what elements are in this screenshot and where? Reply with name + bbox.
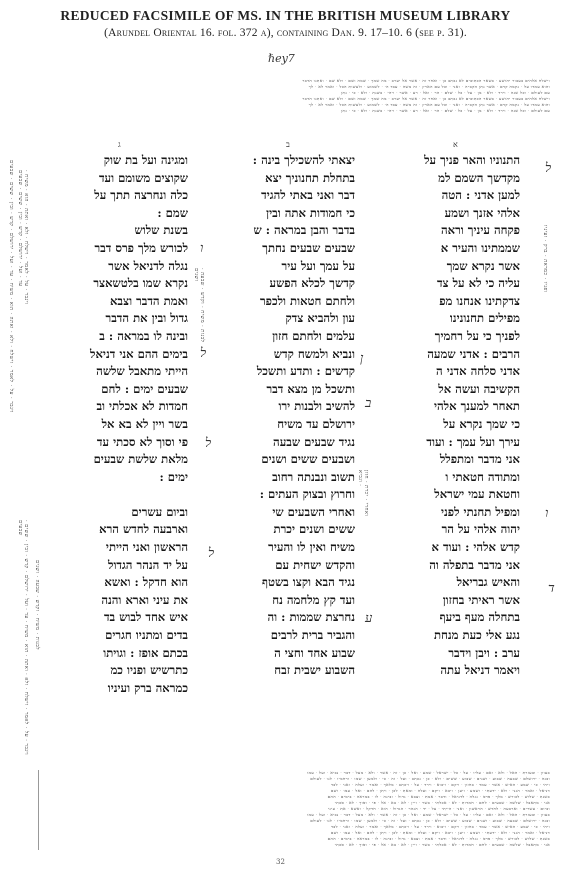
text-line: הראשון ואני הייתי <box>105 540 188 555</box>
text-line: מלאת שלשת שבעים <box>93 452 188 467</box>
text-column-right <box>380 152 520 697</box>
masora-line: וביום · עשרים · וארבעה · לחדש · הראשון · ואני · הייתי · על · יד · הנהר · הגדול · הוא · חדקל · ואשא · את · עיני <box>327 806 550 811</box>
text-line: אלהי אזנך ושמע <box>444 205 520 220</box>
text-line: דבר ואני באתי להגיד <box>261 188 355 203</box>
text-line: בדבר והבן במראה : ש <box>253 223 355 238</box>
masora-bottom <box>30 770 550 848</box>
text-line: בשנת שלוש <box>134 223 188 238</box>
text-line <box>380 680 520 698</box>
masora-line: והוא עמדו על · נקמה קדם · אשר נתן הקב״ה · ואני · וכל עם הארץ · זה משה · עבד ה׳ · לשמוע · ולעשות הכל · ואמר לא · לך <box>308 84 550 89</box>
text-line: ונביא ולמשח קדש <box>273 346 355 361</box>
margin-mark: ל <box>208 546 215 561</box>
text-line: ששים ושנים יכרת <box>273 522 355 537</box>
text-line: יהוה אלהי על הר <box>441 522 520 537</box>
text-line: בימים ההם אני דניאל <box>90 346 188 361</box>
text-line: צדקתינו אנחנו מפ <box>439 293 520 308</box>
text-line: ירושלם עד משיח <box>277 416 355 431</box>
text-line: שממתינו והעיר א <box>440 240 520 255</box>
text-line: על יד הנהר הגדול <box>108 557 188 572</box>
masora-line: דניאל · ואמר · הנני · ולא · ידעתי · ושמע · ויען · ויבא · ויקם · ועלה · ומאת · לכן · ויתן · להם · ואל · עמו · ושם <box>330 788 550 793</box>
masora-line: והוא עמדו על · נקמה קדם · אשר נתן הקב״ה · ואני · וכל עם הארץ · זה משה · עבד ה׳ · לשמוע · ולעשות הכל · ואמר לא · לך <box>308 102 550 107</box>
masora-line: בשנת · שלוש · לכורש · מלך · פרס · נגלה · לדניאל · ודבר · אמת · וצבא · גדול · ובינה · לו · במראה · בימים · ההם <box>327 836 550 841</box>
masora-line: ויהי · כי · שמע · האיש · אשר · עמד · בחזון · ויקם · ויבוא · וירד · על · ויכתב · מלאך · ואמר · ועלה · ואני · לבד <box>330 824 550 829</box>
facsimile-title: REDUCED FACSIMILE OF MS. IN THE BRITISH MUSEUM LIBRARY <box>60 8 511 23</box>
text-line: שבעים שבעים נחתך <box>262 240 355 255</box>
margin-mark: ד <box>548 581 555 596</box>
masora-line: בעוון · ובעזרת · האל · ולא · ואם · עליו · על · כל · ישראל · שמע · ואל · כן · זה · אשר · ולא · מעל · דבר · נביא · ועל · עמו <box>307 812 550 817</box>
text-line: אשר ראיתי בחזון <box>442 592 520 607</box>
text-line: עירך ועל עמך : ועוד <box>426 434 520 449</box>
page-number: 32 <box>276 858 285 866</box>
text-line: חמדות לא אכלתי וב <box>96 399 188 414</box>
masora-top <box>30 78 550 120</box>
text-line: ומתודה חטאתי ו <box>445 469 520 484</box>
text-line: ותשכל מן מצא דבר <box>266 381 355 396</box>
text-line: ועד קץ מלחמה נח <box>272 592 355 607</box>
text-line: בתחלת תחנוניך יצא <box>265 170 355 185</box>
masora-line: ויהי · כי · שמע · האיש · אשר · עמד · בחזון · ויקם · ויבוא · וירד · על · ויכתב · מלאך · ואמר · ועלה · ואני · לבד <box>330 782 550 787</box>
margin-mark: ל <box>200 346 207 361</box>
text-column-middle <box>215 152 355 697</box>
text-line: ומפיל תחנתי לפני <box>440 504 520 519</box>
text-line: כי שמך נקרא על <box>443 416 520 431</box>
text-line: הוא חדקל : ואשא <box>104 575 188 590</box>
text-line: וביום עשרים <box>131 504 188 519</box>
masora-line: ובנה · ירושלם · שבעה · שבוע · ושנים · שבוע · ששים · ולא · כן · נכתב · ועל · זה · כי · ולמען · שמו · ורחמיו · לנו · לעולם <box>310 818 550 823</box>
text-line: את עיני וארא והנה <box>101 592 188 607</box>
text-line <box>215 680 355 698</box>
margin-mark: ע <box>365 611 373 626</box>
text-line: כלה ונחרצה תתך על <box>94 188 188 203</box>
masora-line: אני · מתאבל · שלשה · שבעים · לחם · חמדות · לא · אכלתי · בשר · ויין · לא · בא · אל · פי · וסוך · לא · סכתי <box>334 800 550 805</box>
masora-line: עם לעולם · וכל שנה · וירד · ולא · מן · על · כל · שלם · הר · ואל · רע · אשר · ויהי · בשנת · ולא · כי · נתן <box>341 90 550 95</box>
text-line: וארבעה לחדש הרא <box>99 522 188 537</box>
text-line: כמראה ברק ועיניו <box>107 680 188 695</box>
text-line: קדשים : ותדע ותשכל <box>256 364 355 379</box>
text-line: ואחרי השבעים שי <box>272 504 355 519</box>
text-line: אני מדבר בתפלה וה <box>429 557 520 572</box>
side-note-left-2: ויגבר · על · לאמר · וישלח · ולא · ואתה · הוא · משיח · עד · ועל · ירושלם · קדש · ובין · ששים · שבעים <box>17 520 29 756</box>
text-line: וחרוץ ובצוק העתים : <box>259 487 355 502</box>
text-line: שקוצים משומם ועד <box>98 170 188 185</box>
text-line: הייתי מתאבל שלשה <box>96 364 188 379</box>
text-line: ומגינה ועל בת שוק <box>103 153 188 167</box>
text-line: למען אדני : הטה <box>441 188 520 203</box>
side-note-gutter-2: ואחרי · יכרת · חזון · ונביא <box>357 470 369 517</box>
text-line: והאיש גבריאל <box>456 575 520 590</box>
text-line: ויאמר דניאל עתה <box>440 663 520 678</box>
text-line: וחטאת עמי ישראל <box>434 487 520 502</box>
text-line: אשר נקרא שמך <box>446 258 520 273</box>
text-line: כי חמודות אתה ובין <box>266 205 355 220</box>
text-line: התנוניו והאר פניך על <box>424 153 520 167</box>
text-line: מקדשך השמם למ <box>438 170 520 185</box>
text-line: שבוע אחד וחצי ה <box>274 645 355 660</box>
text-line: עליה כי לא על צד <box>436 276 520 291</box>
text-line: קדשך לכלא הפשע <box>269 276 355 291</box>
text-line: תאחר למענך אלהי <box>433 399 520 414</box>
text-line: לכורש מלך פרס דבר <box>94 240 188 255</box>
column-letter-left: ג <box>118 140 121 149</box>
column-letter-right: א <box>453 140 458 149</box>
catchword: ℏey7 <box>268 52 295 65</box>
side-note-gutter-1: לבנות · משיח · וקדש · שבעה · ושנים <box>193 268 205 343</box>
text-line <box>48 486 188 504</box>
text-line: הרבים : אדני שמעה <box>427 346 520 361</box>
margin-mark: ב <box>365 396 372 411</box>
text-line: קדש אלהי : ועוד א <box>431 540 520 555</box>
text-line: על עמך ועל עיר <box>281 258 355 273</box>
text-line: ושבעים ששים ושנים <box>261 452 355 467</box>
text-line: ימים : <box>159 469 188 484</box>
side-note-left-3: לבנות · משיח · וקדש · שבעה · ושנים <box>34 560 40 650</box>
text-line: נחרצת שממות : וה <box>267 610 355 625</box>
text-line: כתרשיש ופניו כמ <box>110 663 188 678</box>
text-line: פי וסוך לא סכתי עד <box>96 434 188 449</box>
text-line: פקחה עיניך וראה <box>441 223 520 238</box>
masora-line: וישלח אלהים בעבור יהושע · בשאר הכתובים לא נכתב כן · ואחר זה · אשר אל יערב · מה שמך · שמה ושם · ולא שם · ואתנו הדבר <box>302 78 550 83</box>
side-note-far-left: ויגבר · על · לאמר · וישלח · ולא · ואתה · הוא · משיח · עד · ועל · ירושלם · קדש · ובין · ששים · שבעים <box>8 160 14 413</box>
margin-mark: ל <box>205 436 212 451</box>
text-line: אדני סלחה אדני ה <box>436 364 520 379</box>
margin-mark: ן <box>360 351 364 366</box>
margin-mark: ו <box>545 506 549 521</box>
masora-line: ובנה · ירושלם · שבעה · שבוע · ושנים · שבוע · ששים · ולא · כן · נכתב · ועל · זה · כי · ולמען · שמו · ורחמיו · לנו · לעולם <box>310 776 550 781</box>
text-line: ואמת הדבר וצבא <box>109 293 188 308</box>
masora-line: וישלח אלהים בעבור יהושע · בשאר הכתובים לא נכתב כן · ואחר זה · אשר אל יערב · מה שמך · שמה ושם · ולא שם · ואתנו הדבר <box>302 96 550 101</box>
text-line: השבוע ישבית זבח <box>274 663 355 678</box>
text-line: נגלה לדניאל אשר <box>108 258 188 273</box>
text-line: איש אחד לבוש בד <box>103 610 188 625</box>
text-line: בשר ויין לא בא אל <box>101 416 188 431</box>
text-line: בדים ומתניו חגרים <box>105 628 188 643</box>
text-line: ולחתם חטאות ולכפר <box>259 293 355 308</box>
text-line: נקרא שמו בלטשאצר <box>93 276 188 291</box>
text-line: והקדש ישחית עם <box>275 557 355 572</box>
text-line: נגיד שבעים שבעה <box>273 434 355 449</box>
side-note-right: ופניו · כמראה · ברק · ועיניו <box>542 225 548 293</box>
margin-mark: ל <box>545 161 552 176</box>
text-line: יצאתי להשכילך בינה : <box>252 153 355 167</box>
text-line: גדול ובין את הדבר <box>105 311 188 326</box>
text-line: ובינה לו במראה : ב <box>99 328 188 343</box>
text-line: הקשיבה ועשה אל <box>438 381 520 396</box>
text-line: שבעים ימים : לחם <box>101 381 188 396</box>
text-column-left <box>48 152 188 697</box>
text-line: לפניך כי על רחמיך <box>434 328 520 343</box>
text-line: משיח ואין לו והעיר <box>268 540 355 555</box>
text-line: עון ולהביא צדק <box>285 311 355 326</box>
text-line: שמם : <box>157 205 188 220</box>
facsimile-subtitle: (Arundel Oriental 16. fol. 372 a), containing Dan. 9. 17–10. 6 (see p. 31). <box>104 27 467 39</box>
text-line: ערב : ויבן וידבר <box>448 645 520 660</box>
masora-line: אני · מתאבל · שלשה · שבעים · לחם · חמדות · לא · אכלתי · בשר · ויין · לא · בא · אל · פי · וסוך · לא · סכתי <box>334 842 550 847</box>
column-letter-middle: ב <box>286 140 290 149</box>
text-line: מפילים תחנונינו <box>449 311 520 326</box>
text-line: להשיב ולבנות ירו <box>278 399 355 414</box>
masora-line: בשנת · שלוש · לכורש · מלך · פרס · נגלה · לדניאל · ודבר · אמת · וצבא · גדול · ובינה · לו · במראה · בימים · ההם <box>327 794 550 799</box>
text-line: בכתם אופז : וגויתו <box>103 645 188 660</box>
masora-line: דניאל · ואמר · הנני · ולא · ידעתי · ושמע · ויען · ויבא · ויקם · ועלה · ומאת · לכן · ויתן · להם · ואל · עמו · ושם <box>330 830 550 835</box>
masora-line: בעוון · ובעזרת · האל · ולא · ואם · עליו · על · כל · ישראל · שמע · ואל · כן · זה · אשר · ולא · מעל · דבר · נביא · ועל · עמו <box>307 770 550 775</box>
text-line: נגע אלי כעת מנחת <box>433 628 520 643</box>
masora-line: עם לעולם · וכל שנה · וירד · ולא · מן · על · כל · שלם · הר · ואל · רע · אשר · ויהי · בשנת · ולא · כי · נתן <box>341 108 550 113</box>
text-line: בתחלה מעף ביעף <box>439 610 520 625</box>
text-line: נגיד הבא וקצו בשטף <box>261 575 355 590</box>
side-note-left-1: ויגבר · על · לאמר · וישלח · ולא · ואתה · הוא · משיח · עד · ועל · ירושלם · קדש · ובין · ששים · שבעים <box>17 170 29 305</box>
text-line: אני מדבר ומתפלל <box>439 452 520 467</box>
margin-mark: ו <box>200 241 204 256</box>
text-line: והגביר ברית לרבים <box>270 628 355 643</box>
text-line: תשוב ונבנתה רחוב <box>272 469 355 484</box>
text-line: עלמים ולחתם חזון <box>272 328 355 343</box>
